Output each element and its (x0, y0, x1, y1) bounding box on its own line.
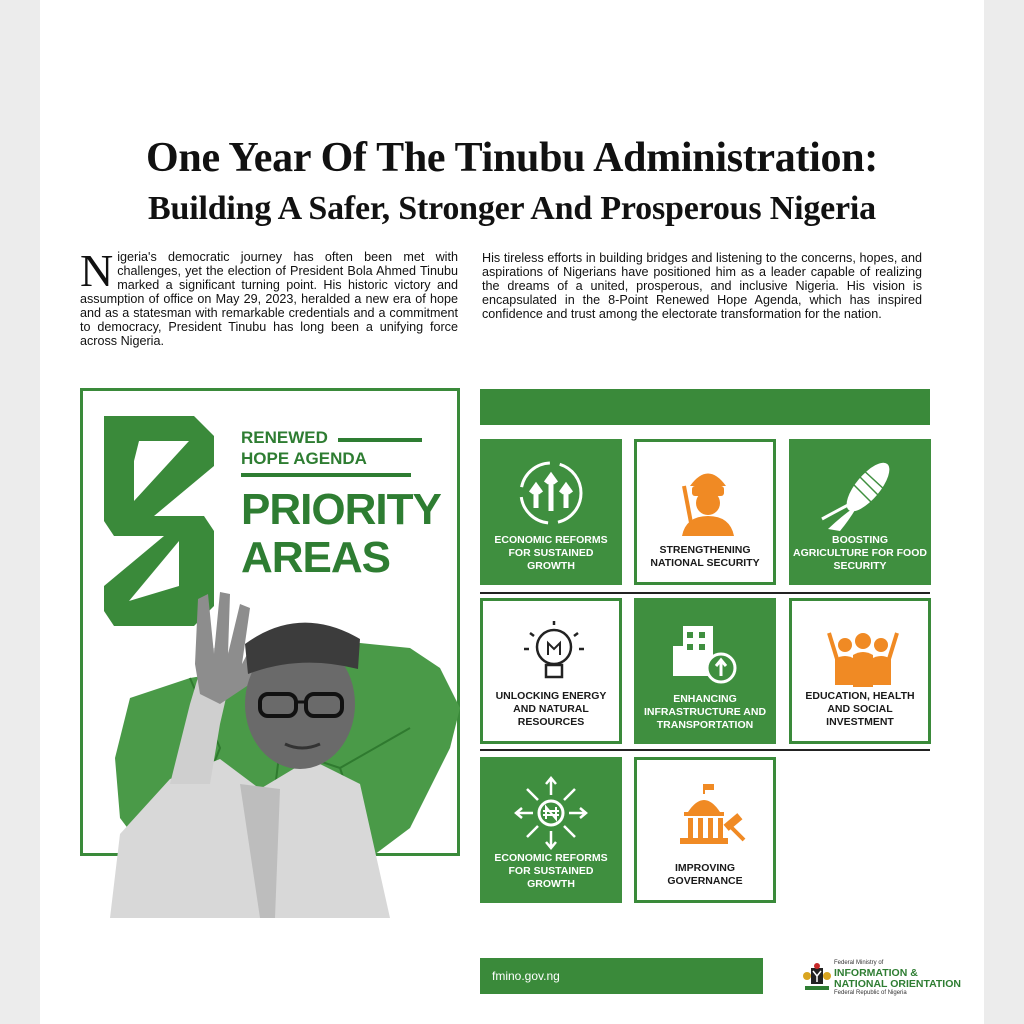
logo-rule-2 (241, 473, 411, 477)
grid-divider-1 (480, 592, 930, 594)
grid-header-bar (480, 389, 930, 425)
renewed-label: RENEWED (241, 428, 328, 447)
tile-label: UNLOCKING ENERGY AND NATURAL RESOURCES (495, 690, 607, 728)
tile-agriculture (789, 439, 931, 585)
areas-label: AREAS (241, 533, 391, 582)
ministry-logo (800, 958, 961, 998)
article-column-right: His tireless efforts in building bridges and listening to the concerns, hopes, and aspirations of Nigerians have positioned him as a leader capable of realizing the dreams of a united, prosperous, and inclusive Nigeria. His vision is encapsulated in the 8-Point Renewed Hope Agenda, which has inspired confidence and trust among the electorate transformation for the nation. (482, 251, 922, 321)
soldier-icon (668, 456, 748, 536)
headline-line-1: One Year Of The Tinubu Administration: (146, 135, 878, 181)
priority-label: PRIORITY (241, 485, 441, 534)
drop-cap: N (80, 245, 114, 296)
ministry-line-4: Federal Republic of Nigeria (834, 990, 907, 996)
gavel-capitol-icon (668, 774, 748, 854)
tile-label: STRENGTHENING NATIONAL SECURITY (650, 544, 760, 569)
hope-agenda-label: HOPE AGENDA (241, 449, 367, 468)
ministry-line-3: NATIONAL ORIENTATION (834, 978, 961, 990)
tile-label: BOOSTING AGRICULTURE FOR FOOD SECURITY (793, 534, 927, 572)
tile-economic-reforms-1 (480, 439, 622, 585)
tile-infrastructure (634, 598, 776, 744)
tile-label: ECONOMIC REFORMS FOR SUSTAINED GROWTH (494, 534, 608, 572)
poster-page (40, 0, 984, 1024)
ministry-line-2: INFORMATION & (834, 967, 918, 979)
tile-label: ENHANCING INFRASTRUCTURE AND TRANSPORTATION (643, 693, 767, 731)
tile-label: ECONOMIC REFORMS FOR SUSTAINED GROWTH (494, 852, 608, 890)
president-portrait-icon (110, 584, 410, 918)
lightbulb-icon (514, 615, 594, 695)
growth-arrows-icon (511, 453, 591, 533)
priority-areas-panel (80, 388, 464, 918)
corn-icon (820, 453, 900, 533)
tile-label: IMPROVING GOVERNANCE (667, 862, 743, 887)
article-paragraph-1: igeria's democratic journey has often been met with challenges, yet the election of President Bola Ahmed Tinubu marked a significant turning point. His historic victory and assumption of office on May 29, 2023, heralded a new era of hope and as a statesman with remarkable credentials and a commitment to democracy, President Tinubu has long been a unifying force across Nigeria. (80, 250, 458, 348)
tile-governance (634, 757, 776, 903)
people-icon (823, 615, 903, 695)
tile-energy (480, 598, 622, 744)
tile-label: EDUCATION, HEALTH AND SOCIAL INVESTMENT (805, 690, 915, 728)
buildings-icon (665, 612, 745, 692)
ministry-line-1: Federal Ministry of (834, 960, 884, 966)
tile-education-health (789, 598, 931, 744)
coat-of-arms-icon (802, 962, 832, 994)
footer-url: fmino.gov.ng (492, 969, 560, 983)
logo-rule-1 (338, 438, 422, 442)
headline-line-2: Building A Safer, Stronger And Prosperous Nigeria (148, 190, 876, 227)
article-column-left (80, 245, 458, 348)
tile-economic-reforms-2 (480, 757, 622, 903)
tile-national-security (634, 439, 776, 585)
naira-arrows-icon (511, 771, 591, 851)
grid-divider-2 (480, 749, 930, 751)
